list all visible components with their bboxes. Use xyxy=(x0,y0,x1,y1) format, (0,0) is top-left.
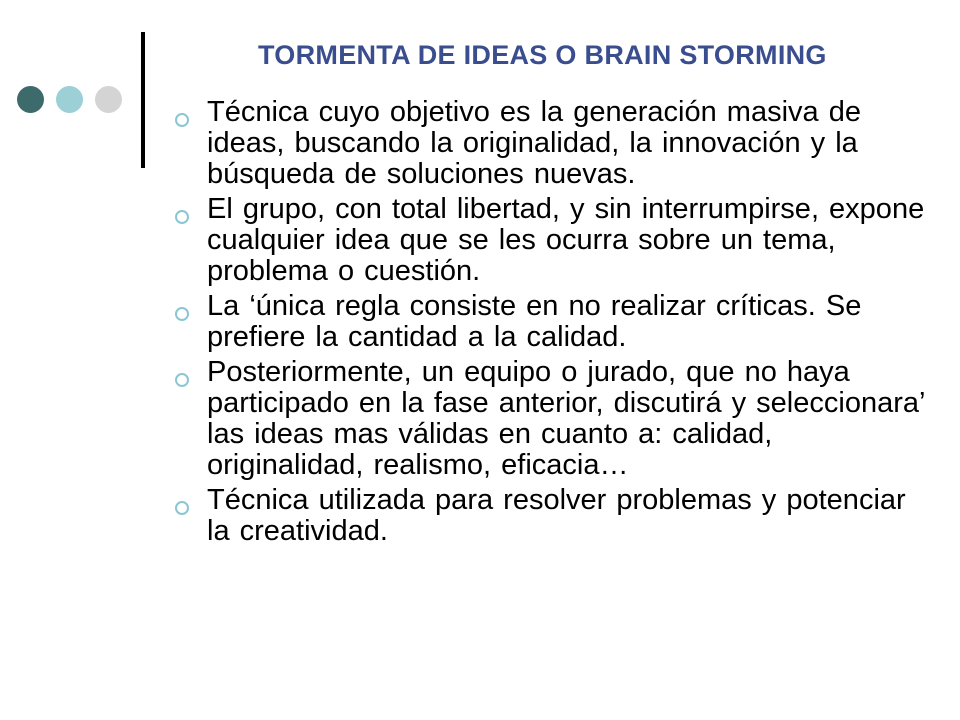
decorative-dots xyxy=(12,86,122,114)
ring-bullet-icon xyxy=(175,501,189,515)
bullet-text: Posteriormente, un equipo o jurado, que no haya participado en la fase anterior, discutirá y seleccionara’ las ideas mas válidas en cuanto a: calidad, originalidad, realismo, eficacia… xyxy=(207,356,925,481)
ring-bullet-icon xyxy=(175,373,189,387)
gray-dot xyxy=(95,86,122,113)
bullet-list xyxy=(175,97,935,551)
ring-bullet-icon xyxy=(175,307,189,321)
ring-bullet-icon xyxy=(175,210,189,224)
bullet-text: La ‘única regla consiste en no realizar críticas. Se prefiere la cantidad a la calidad. xyxy=(207,290,862,353)
bullet-text: Técnica utilizada para resolver problemas y potenciar la creatividad. xyxy=(207,484,906,547)
bullet-item xyxy=(175,291,935,353)
bullet-item xyxy=(175,357,935,481)
bullet-text: Técnica cuyo objetivo es la generación masiva de ideas, buscando la originalidad, la innovación y la búsqueda de soluciones nuevas. xyxy=(207,96,861,190)
ring-bullet-icon xyxy=(175,113,189,127)
slide-title: TORMENTA DE IDEAS O BRAIN STORMING xyxy=(258,40,827,70)
teal-dot xyxy=(56,86,83,113)
bullet-text: El grupo, con total libertad, y sin interrumpirse, expone cualquier idea que se les ocurra sobre un tema, problema o cuestión. xyxy=(207,193,925,287)
dark-dot xyxy=(17,86,44,113)
bullet-item xyxy=(175,97,935,190)
vertical-divider xyxy=(141,32,145,168)
bullet-item xyxy=(175,485,935,547)
bullet-item xyxy=(175,194,935,287)
